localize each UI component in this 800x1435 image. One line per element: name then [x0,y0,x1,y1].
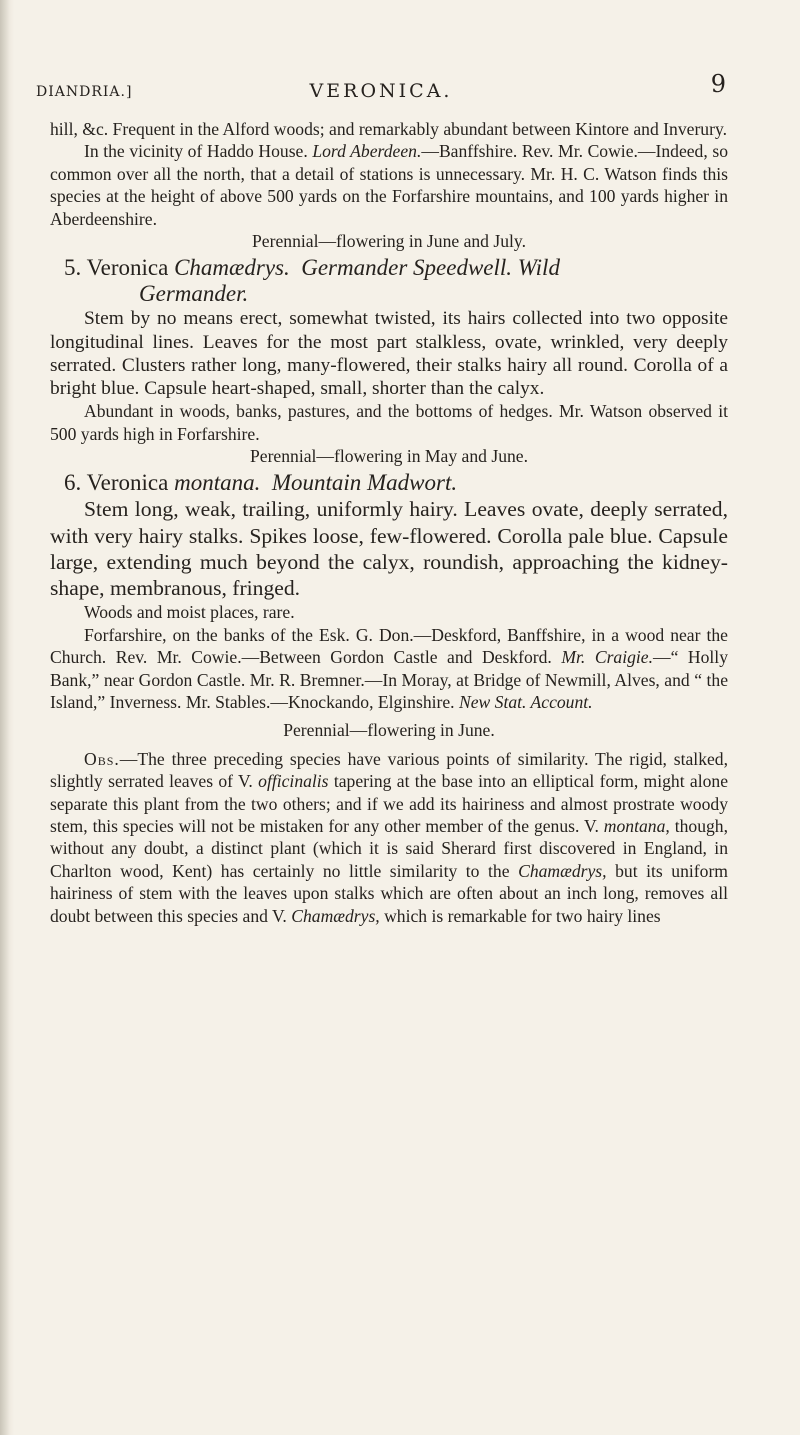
page-number: 9 [710,70,726,98]
page-gutter-shadow [0,0,14,1435]
species-heading-chamaedrys: 5. Veronica Chamædrys. Germander Speedwell. Wild Germander. [64,255,560,307]
habitat-montana: Woods and moist places, rare. [84,602,295,623]
running-head: DIANDRIA.] [36,84,133,100]
page-header [36,70,726,110]
paragraph-flowering: Perennial—flowering in June and July. [252,231,526,252]
paragraph-continued: hill, &c. Frequent in the Alford woods; and remarkably abundant between Kintore and Inverury. [50,119,728,139]
description-chamaedrys: Stem by no means erect, somewhat twisted, its hairs collected into two opposite longitudinal lines. Leaves for the most part stalkless, ovate, wrinkled, very deeply serrated. Clusters rather long, many-flowered, their stalks hairy all round. Corolla of a bright blue. Capsule heart-shaped, small, shorter than the calyx. [50,308,728,400]
flowering-montana: Perennial—flowering in June. [283,720,495,741]
localities-montana: Forfarshire, on the banks of the Esk. G. Don.—Deskford, Banffshire, in a wood near the Church. Rev. Mr. Cowie.—Between Gordon Castle and Deskford. Mr. Craigie.—“ Holly Bank,” near Gordon Castle. Mr. R. Bremner.—In Moray, at Bridge of Newmill, Alves, and “ the Island,” Inverness. Mr. Stables.—Knockando, Elginshire. New Stat. Account. [50,624,728,712]
species-heading-montana: 6. Veronica montana. Mountain Madwort. [64,470,458,496]
page-body [50,118,728,927]
flowering-chamaedrys: Perennial—flowering in May and June. [249,446,528,467]
habitat-chamaedrys: Abundant in woods, banks, pastures, and the bottoms of hedges. Mr. Watson observed it 500 yards high in Forfarshire. [50,401,728,444]
paragraph-localities: In the vicinity of Haddo House. Lord Aberdeen.—Banffshire. Rev. Mr. Cowie.—Indeed, so common over all the north, that a detail of stations is unnecessary. Mr. H. C. Watson finds this species at the height of above 500 yards on the Forfarshire mountains, and 100 yards higher in Aberdeenshire. [50,141,728,229]
observation-paragraph: Obs.—The three preceding species have various points of similarity. The rigid, stalked, slightly serrated leaves of V. officinalis tapering at the base into an elliptical form, might alone separate this plant from the two others; and if we add its hairiness and almost prostrate woody stem, this species will not be mistaken for any other member of the genus. V. montana, though, without any doubt, a distinct plant (which it is said Sherard first discovered in England, in Charlton wood, Kent) has certainly no little similarity to the Chamædrys, but its uniform hairiness of stem with the leaves upon stalks which are often about an inch long, removes all doubt between this species and V. Chamædrys, which is remarkable for two hairy lines [50,748,728,926]
page-title: VERONICA. [309,80,453,102]
description-montana: Stem long, weak, trailing, uniformly hairy. Leaves ovate, deeply serrated, with very hairy stalks. Spikes loose, few-flowered. Corolla pale blue. Capsule large, extending much beyond the calyx, roundish, approaching the kidney-shape, membranous, fringed. [50,497,728,601]
